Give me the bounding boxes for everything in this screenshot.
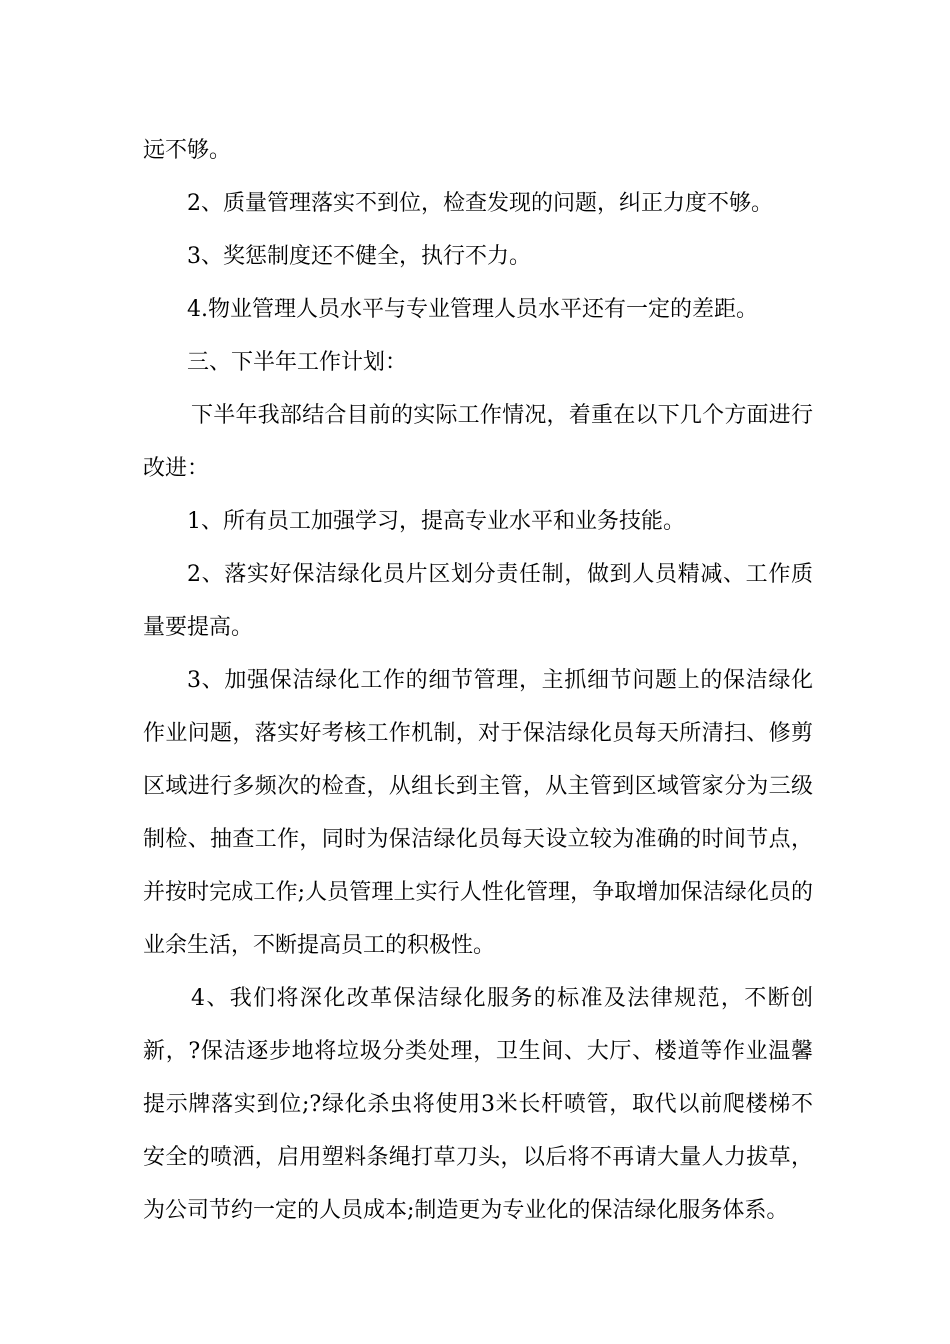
document-body [143, 124, 813, 1237]
paragraph-plan-3: 3、加强保洁绿化工作的细节管理，主抓细节问题上的保洁绿化作业问题，落实好考核工作机制，对于保洁绿化员每天所清扫、修剪区域进行多频次的检查，从组长到主管，从主管到区域管家分为三级制检、抽查工作，同时为保洁绿化员每天设立较为准确的时间节点，并按时完成工作;人员管理上实行人性化管理，争取增加保洁绿化员的业余生活，不断提高员工的积极性。 [143, 668, 813, 958]
paragraph-continuation: 远不够。 [143, 138, 232, 163]
paragraph-problem-4: 4.物业管理人员水平与专业管理人员水平还有一定的差距。 [187, 297, 758, 322]
paragraph-problem-2: 2、质量管理落实不到位，检查发现的问题，纠正力度不够。 [187, 191, 773, 216]
paragraph-plan-intro: 下半年我部结合目前的实际工作情况，着重在以下几个方面进行改进： [143, 403, 813, 481]
paragraph-problem-3: 3、奖惩制度还不健全，执行不力。 [187, 244, 531, 269]
paragraph-plan-2: 2、落实好保洁绿化员片区划分责任制，做到人员精减、工作质量要提高。 [143, 562, 813, 640]
paragraph-plan-4: 4、我们将深化改革保洁绿化服务的标准及法律规范，不断创新，?保洁逐步地将垃圾分类处理，卫生间、大厅、楼道等作业温馨提示牌落实到位;?绿化杀虫将使用3米长杆喷管，取代以前爬楼梯不安全的喷洒，启用塑料条绳打草刀头，以后将不再请大量人力拔草，为公司节约一定的人员成本;制造更为专业化的保洁绿化服务体系。 [143, 986, 813, 1223]
paragraph-plan-1: 1、所有员工加强学习，提高专业水平和业务技能。 [187, 509, 685, 534]
section-heading-plan: 三、下半年工作计划： [187, 350, 408, 375]
